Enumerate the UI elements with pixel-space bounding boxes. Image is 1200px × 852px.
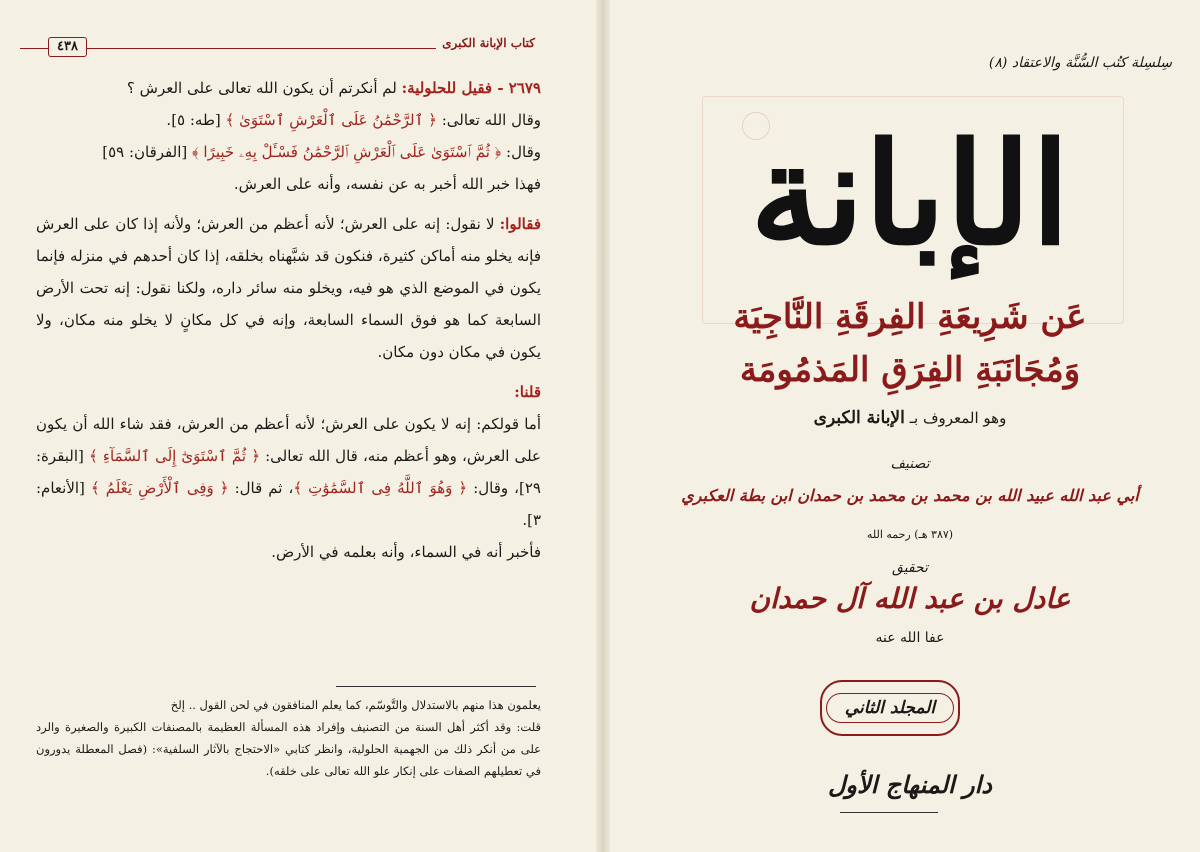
paragraph-conclusion: فهذا خبر الله أخبر به عن نفسه، وأنه على العرش. <box>233 175 541 193</box>
page-number: ٤٣٨ <box>48 37 87 57</box>
paragraph-lead: فقالوا: <box>499 215 541 233</box>
verse-reference: [البقرة: ٢٩]، وقال: <box>36 447 541 497</box>
publisher-name: دار المنهاج الأول <box>827 770 992 799</box>
paragraph-reply <box>36 408 541 536</box>
book-main-title: الإبانة <box>750 113 1070 277</box>
quran-verse: ﴿ وَفِى ٱلْأَرْضِ يَعْلَمُ ﴾ <box>90 479 229 497</box>
paragraph-text: ، ثم قال: <box>228 479 294 497</box>
paragraph-final: فأخبر أنه في السماء، وأنه بعلمه في الأرض. <box>271 543 541 561</box>
authored-label: تصنيف <box>890 456 930 472</box>
verse-paragraph-furqan <box>36 136 541 168</box>
paragraph-reply-heading <box>36 376 541 408</box>
running-header <box>20 36 535 58</box>
paragraph-text: لا نقول: إنه على العرش؛ لأنه أعظم من العرش؛ ولأنه إذا كان على العرش فإنه يخلو منه أماكن كثيرة، فنكون قد شبَّهناه بخلقه، إذا كان أحدهم في منزله فإنما يكون في الموضع الذي هو فيه، ويخلو منه سائر داره، ولكنا نقول: إنه تحت الأرض السابعة كما هو فوق السماء السابعة، وإنه في كل مكانٍ لا يخلو منه مكان، ولا يكون في مكان دون مكان. <box>36 215 541 361</box>
author-death-date: (٣٨٧ هـ) رحمه الله <box>866 528 954 541</box>
verse-reference: [طه: ٥]. <box>166 111 226 129</box>
title-page <box>610 0 1200 852</box>
verse-reference: [الأنعام: ٣]. <box>36 479 541 529</box>
verse-paragraph-taha <box>36 104 541 136</box>
editor-note: عفا الله عنه <box>875 630 945 646</box>
paragraph-text: لم أنكرتم أن يكون الله تعالى على العرش ؟ <box>126 79 402 97</box>
publisher-rule <box>840 812 938 813</box>
book-subtitle-line1: عَن شَرِيعَةِ الفِرقَةِ النَّاجِيَة <box>733 297 1087 337</box>
verse-intro: وقال: <box>501 143 541 161</box>
quran-verse: ﴿ ثُمَّ ٱسْتَوَىٰٓ إِلَى ٱلسَّمَآءِ ﴾ <box>89 447 260 465</box>
verse-intro: وقال الله تعالى: <box>436 111 541 129</box>
quran-verse: ﴿ وَهُوَ ٱللَّهُ فِى ٱلسَّمَٰوَٰتِ ﴾ <box>293 479 468 497</box>
paragraph-number: ٢٦٧٩ - <box>492 79 541 97</box>
known-as-prefix: وهو المعروف بـ <box>904 409 1007 427</box>
paragraph-text: أما قولكم: إنه لا يكون على العرش؛ لأنه أعظم من العرش، فقد شاء الله أن يكون على العرش، وهو أعظم منه، قال الله تعالى: <box>36 415 541 465</box>
book-subtitle-line2: وَمُجَانَبَةِ الفِرَقِ المَذمُومَة <box>739 350 1081 390</box>
running-title: كتاب الإبانة الكبرى <box>436 36 535 50</box>
volume-badge <box>820 680 960 736</box>
editor-name: عادل بن عبد الله آل حمدان <box>749 582 1071 615</box>
footnote-rule <box>336 686 536 687</box>
author-name: أبي عبد الله عبيد الله بن محمد بن محمد بن حمدان ابن بطة العكبري <box>681 486 1139 505</box>
footnote-line: قلت: وقد أكثر أهل السنة من التصنيف وإفراد هذه المسألة العظيمة بالمصنفات الكبيرة والصغيرة والرد على من أنكر ذلك من الجهمية الحلولية، وانظر كتابي «الاحتجاج بالآثار السلفية»: (فصل المعطلة يدورون في تعطيلهم الصفات على إنكار علو الله تعالى على خلقه). <box>36 720 541 778</box>
volume-label: المجلد الثاني <box>826 693 954 723</box>
known-as <box>670 408 1150 428</box>
paragraph-lead: قلنا: <box>514 383 541 401</box>
edited-label: تحقيق <box>892 560 928 576</box>
verse-reference: [الفرقان: ٥٩] <box>102 143 193 161</box>
known-as-title: الإبانة الكبرى <box>813 408 905 428</box>
paragraph-2679 <box>36 72 541 104</box>
series-title: سِلسِلة كتُب السُّنَّة والاعتقاد (٨) <box>988 55 1172 71</box>
quran-verse: ﴿ ثُمَّ ٱسْتَوَىٰ عَلَى ٱلْعَرْشِ ٱلرَّحْمَٰنُ فَسْـَٔلْ بِهِۦ خَبِيرًا ﴾ <box>192 143 502 161</box>
footnotes <box>36 694 541 782</box>
book-gutter <box>596 0 610 852</box>
footnote-line: يعلمون هذا منهم بالاستدلال والتَّوسّم، كما يعلم المنافقون في لحن القول .. إلخ <box>170 698 541 712</box>
quran-verse: ﴿ ٱلرَّحْمَٰنُ عَلَى ٱلْعَرْشِ ٱسْتَوَىٰ ﴾ <box>225 111 437 129</box>
left-page <box>0 0 596 852</box>
main-text <box>36 72 541 568</box>
paragraph-lead: فقيل للحلولية: <box>401 79 493 97</box>
paragraph-objection <box>36 208 541 368</box>
